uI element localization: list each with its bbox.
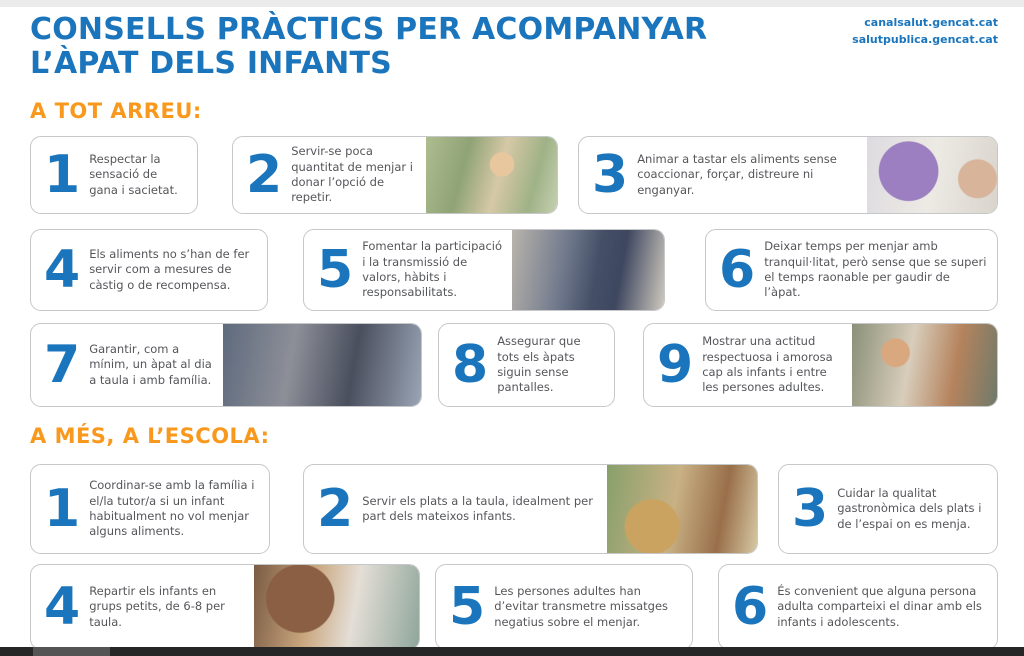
tip-number: 2 [317, 478, 352, 539]
tip-number: 6 [719, 239, 754, 300]
tip-number: 1 [44, 144, 79, 205]
tip-number: 3 [592, 144, 627, 205]
scrollbar-thumb[interactable] [33, 647, 110, 656]
page-title [30, 13, 707, 81]
tip-card-everywhere-5 [303, 229, 665, 311]
tip-card-everywhere-1 [30, 136, 198, 214]
tip-text: És convenient que alguna persona adulta comparteixi el dinar amb els infants i adolescents. [777, 584, 982, 629]
link-salutpublica[interactable]: salutpublica.gencat.cat [852, 32, 998, 46]
tip-text: Assegurar que tots els àpats siguin sense pantalles. [497, 334, 581, 395]
tip-text: Els aliments no s’han de fer servir com a mesures de càstig o de recompensa. [89, 247, 250, 292]
photo-children-school-canteen [254, 565, 419, 649]
tip-number: 4 [44, 239, 79, 300]
viewer-top-edge [0, 0, 1024, 7]
page-title-line1: CONSELLS PRÀCTICS PER ACOMPANYAR [30, 12, 708, 47]
tip-text: Garantir, com a mínim, un àpat al dia a taula i amb família. [89, 342, 212, 387]
tip-card-school-1 [30, 464, 270, 554]
tip-text: Mostrar una actitud respectuosa i amorosa cap als infants i entre les persones adultes. [702, 334, 833, 395]
tip-card-school-4 [30, 564, 420, 650]
tip-number: 3 [792, 478, 827, 539]
tip-card-everywhere-8 [438, 323, 615, 407]
tip-card-school-3 [778, 464, 998, 554]
tip-text: Respectar la sensació de gana i sacietat. [89, 152, 178, 197]
tip-card-school-6 [718, 564, 998, 650]
photo-family-meal-at-table [223, 324, 421, 406]
tip-card-everywhere-4 [30, 229, 268, 311]
tip-text: Servir els plats a la taula, idealment per part dels mateixos infants. [362, 493, 593, 523]
tip-text: Repartir els infants en grups petits, de 6-8 per taula. [89, 584, 225, 629]
website-links [852, 15, 998, 48]
section-heading-everywhere: A TOT ARREU: [30, 99, 202, 123]
tip-number: 5 [449, 576, 484, 637]
tip-text: Les persones adultes han d’evitar transmetre missatges negatius sobre el menjar. [494, 584, 669, 629]
photo-girl-eating-at-table [426, 137, 557, 213]
section-heading-school: A MÉS, A L’ESCOLA: [30, 424, 270, 448]
tip-text: Coordinar-se amb la família i el/la tutor/a si un infant habitualment no vol menjar alguns aliments. [89, 478, 255, 539]
tip-text: Servir-se poca quantitat de menjar i donar l’opció de repetir. [291, 144, 413, 205]
tip-number: 7 [44, 334, 79, 395]
tip-number: 4 [44, 576, 79, 637]
tip-card-school-5 [435, 564, 693, 650]
tip-text: Fomentar la participació i la transmissió de valors, hàbits i responsabilitats. [362, 239, 503, 300]
tip-text: Cuidar la qualitat gastronòmica dels plats i de l’espai on es menja. [837, 486, 982, 531]
tip-card-everywhere-7 [30, 323, 422, 407]
viewer-bottom-bar [0, 647, 1024, 656]
tip-card-everywhere-6 [705, 229, 998, 311]
tip-number: 6 [732, 576, 767, 637]
tip-number: 8 [452, 334, 487, 395]
page-title-line2: L’ÀPAT DELS INFANTS [30, 46, 392, 82]
tip-number: 2 [246, 144, 281, 205]
tip-card-everywhere-9 [643, 323, 998, 407]
tip-card-everywhere-2 [232, 136, 558, 214]
tip-number: 5 [317, 239, 352, 300]
tip-number: 9 [657, 334, 692, 395]
photo-adult-encouraging-child [867, 137, 997, 213]
tip-number: 1 [44, 478, 79, 539]
photo-children-serving-food [607, 465, 757, 553]
tip-text: Animar a tastar els aliments sense coaccionar, forçar, distreure ni enganyar. [637, 152, 837, 197]
link-canalsalut[interactable]: canalsalut.gencat.cat [864, 16, 998, 29]
tip-card-everywhere-3 [578, 136, 998, 214]
tip-text: Deixar temps per menjar amb tranquil·litat, però sense que se superi el temps raonable per gaudir de l’àpat. [764, 239, 987, 300]
tip-card-school-2 [303, 464, 758, 554]
photo-family-dining-together [852, 324, 997, 406]
photo-boy-setting-table [512, 230, 664, 310]
